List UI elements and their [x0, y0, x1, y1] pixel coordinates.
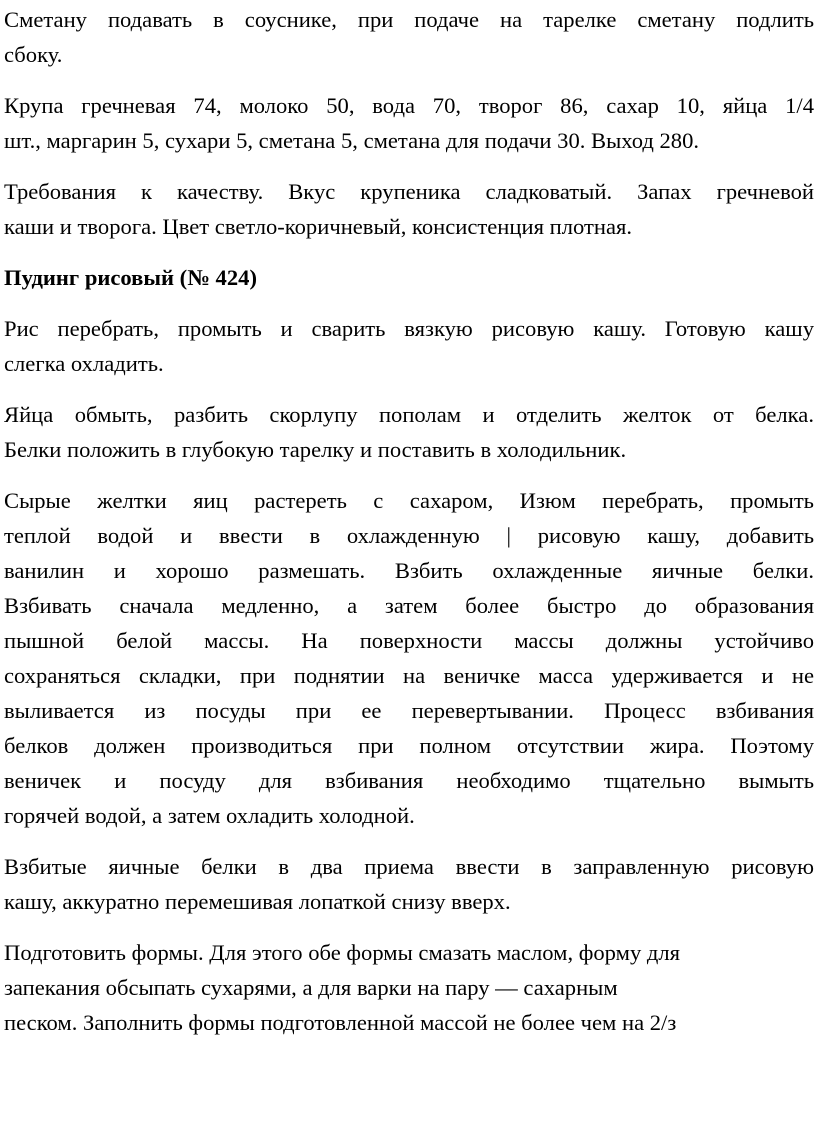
paragraph-spacer: [4, 72, 814, 88]
text-line: Сметану подавать в соуснике, при подаче на тарелке сметану подлить: [4, 7, 814, 32]
paragraph-spacer: [4, 244, 814, 260]
text-line: шт., маргарин 5, сухари 5, сметана 5, сметана для подачи 30. Выход 280.: [4, 128, 700, 153]
text-line: Взбитые яичные белки в два приема ввести в заправленную рисовую: [4, 854, 814, 879]
recipe-heading: [4, 260, 814, 295]
text-line: запекания обсыпать сухарями, а для варки на пару — сахарным: [4, 975, 618, 1000]
recipe-title: Пудинг рисовый (№ 424): [4, 265, 257, 290]
text-line: Взбивать сначала медленно, а затем более быстро до образования: [4, 593, 814, 618]
text-line: кашу, аккуратно перемешивая лопаткой снизу вверх.: [4, 889, 511, 914]
paragraph-ingredients: [4, 88, 814, 158]
paragraph-serving-sour-cream: [4, 2, 814, 72]
text-line: теплой водой и ввести в охлажденную | рисовую кашу, добавить: [4, 523, 814, 548]
text-line: Рис перебрать, промыть и сварить вязкую рисовую кашу. Готовую кашу: [4, 316, 814, 341]
paragraph-spacer: [4, 833, 814, 849]
text-line: Подготовить формы. Для этого обе формы смазать маслом, форму для: [4, 940, 681, 965]
text-line: каши и творога. Цвет светло-коричневый, консистенция плотная.: [4, 214, 633, 239]
paragraph-forms-prep: [4, 935, 814, 1040]
text-line: выливается из посуды при ее перевертывании. Процесс взбивания: [4, 698, 814, 723]
paragraph-spacer: [4, 158, 814, 174]
paragraph-folding-whites: [4, 849, 814, 919]
text-line: Белки положить в глубокую тарелку и поставить в холодильник.: [4, 437, 627, 462]
text-line: Крупа гречневая 74, молоко 50, вода 70, творог 86, сахар 10, яйца 1/4: [4, 93, 814, 118]
paragraph-spacer: [4, 381, 814, 397]
text-line: горячей водой, а затем охладить холодной.: [4, 803, 415, 828]
text-line: сохраняться складки, при поднятии на веничке масса удерживается и не: [4, 663, 814, 688]
paragraph-rice-prep: [4, 311, 814, 381]
text-line: слегка охладить.: [4, 351, 164, 376]
paragraph-quality-requirements: [4, 174, 814, 244]
text-line: белков должен производиться при полном отсутствии жира. Поэтому: [4, 733, 814, 758]
paragraph-spacer: [4, 467, 814, 483]
paragraph-eggs-prep: [4, 397, 814, 467]
text-line: веничек и посуду для взбивания необходимо тщательно вымыть: [4, 768, 814, 793]
text-line: Требования к качеству. Вкус крупеника сладковатый. Запах гречневой: [4, 179, 814, 204]
paragraph-spacer: [4, 919, 814, 935]
text-line: сбоку.: [4, 42, 63, 67]
text-line: Яйца обмыть, разбить скорлупу пополам и отделить желток от белка.: [4, 402, 814, 427]
text-line: песком. Заполнить формы подготовленной массой не более чем на 2/з: [4, 1010, 677, 1035]
text-line: пышной белой массы. На поверхности массы должны устойчиво: [4, 628, 814, 653]
text-line: ванилин и хорошо размешать. Взбить охлажденные яичные белки.: [4, 558, 814, 583]
text-line: Сырые желтки яиц растереть с сахаром, Изюм перебрать, промыть: [4, 488, 814, 513]
paragraph-spacer: [4, 295, 814, 311]
paragraph-whipping: [4, 483, 814, 833]
